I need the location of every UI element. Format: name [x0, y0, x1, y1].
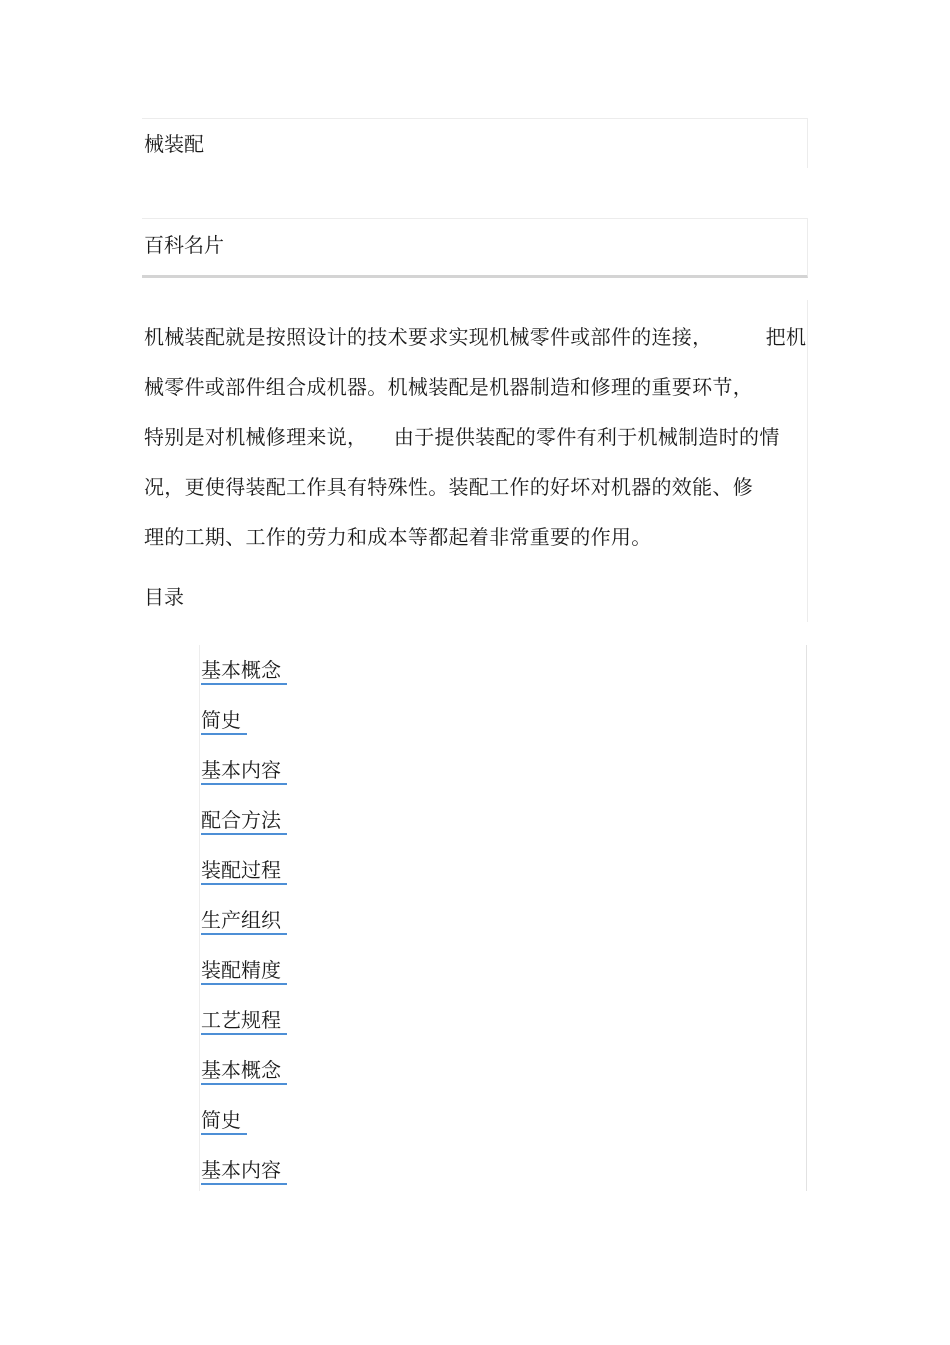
intro-line: 理的工期、工作的劳力和成本等都起着非常重要的作用。 [144, 525, 652, 549]
toc-link[interactable]: 基本概念 [201, 1058, 287, 1085]
toc-item [201, 1107, 287, 1157]
toc-item [201, 707, 287, 757]
toc-link[interactable]: 生产组织 [201, 908, 287, 935]
toc-item [201, 957, 287, 1007]
table-of-contents [199, 645, 807, 1191]
card-label: 百科名片 [144, 233, 224, 257]
encyclopedia-card-header [142, 218, 808, 278]
toc-link[interactable]: 装配过程 [201, 858, 287, 885]
toc-link[interactable]: 工艺规程 [201, 1008, 287, 1035]
intro-line: 机械装配就是按照设计的技术要求实现机械零件或部件的连接， 把机 [144, 325, 807, 349]
toc-item [201, 1007, 287, 1057]
toc-item [201, 1057, 287, 1107]
toc-item [201, 657, 287, 707]
intro-paragraph [144, 312, 807, 562]
toc-link[interactable]: 装配精度 [201, 958, 287, 985]
toc-item [201, 757, 287, 807]
toc-heading: 目录 [144, 585, 184, 609]
article-title-box [142, 118, 808, 168]
article-body [142, 300, 808, 622]
article-title: 械装配 [144, 132, 204, 156]
toc-item [201, 857, 287, 907]
toc-list [201, 657, 287, 1207]
intro-line: 械零件或部件组合成机器。机械装配是机器制造和修理的重要环节， [144, 375, 753, 399]
intro-line: 况，更使得装配工作具有特殊性。装配工作的好坏对机器的效能、修 [144, 475, 753, 499]
toc-link[interactable]: 基本概念 [201, 658, 287, 685]
toc-link[interactable]: 简史 [201, 1108, 247, 1135]
toc-item [201, 907, 287, 957]
toc-link[interactable]: 简史 [201, 708, 247, 735]
toc-link[interactable]: 基本内容 [201, 758, 287, 785]
toc-item [201, 807, 287, 857]
toc-link[interactable]: 配合方法 [201, 808, 287, 835]
toc-link[interactable]: 基本内容 [201, 1158, 287, 1185]
intro-line: 特别是对机械修理来说， 由于提供装配的零件有利于机械制造时的情 [144, 425, 780, 449]
toc-item [201, 1157, 287, 1207]
